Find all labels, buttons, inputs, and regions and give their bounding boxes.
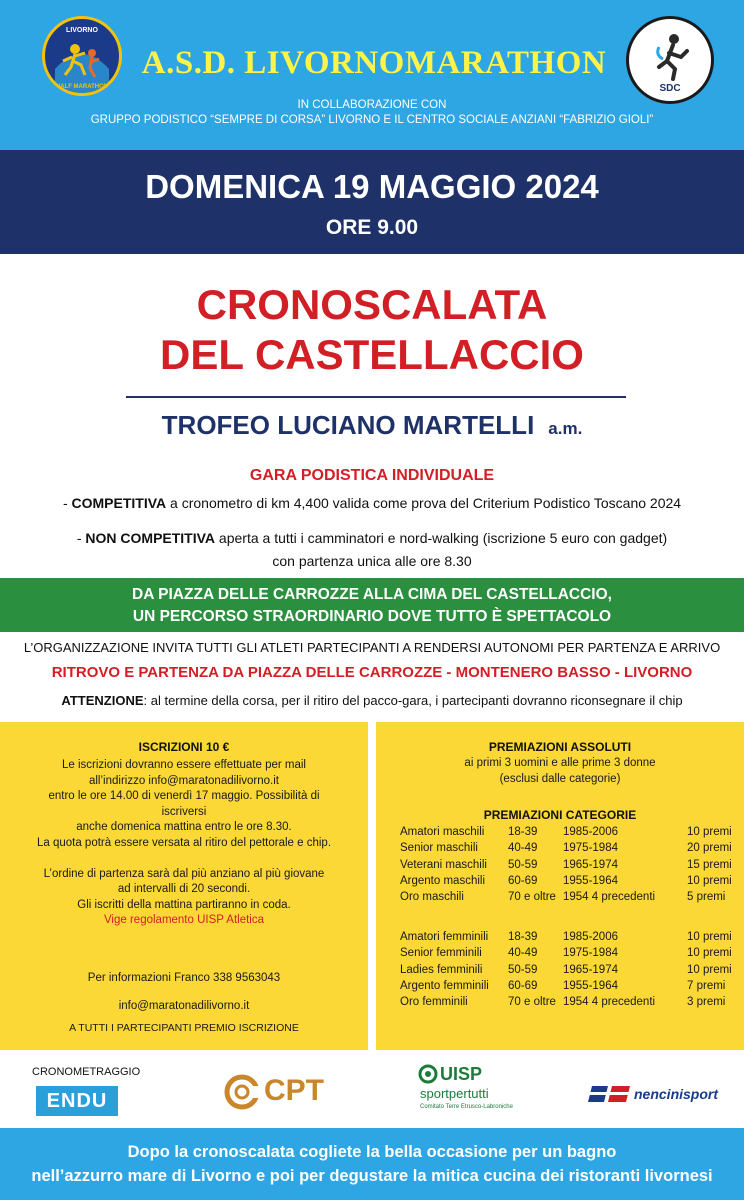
category-age: 40-49 [508,842,538,855]
category-name: Argento maschili [400,874,486,887]
attention-text: : al termine della corsa, per il ritiro del pacco-gara, i partecipanti dovranno riconsegnare il chip [143,693,683,708]
noncompetitive-description [0,530,744,546]
category-years: 1955-1964 [563,874,618,887]
category-name: Oro femminili [400,996,468,1009]
logo-left-top-text: LIVORNO [66,27,98,34]
footer-line-2: nell’azzurro mare di Livorno e poi per degustare la mitica cucina dei ristoranti livornesi [31,1167,713,1185]
category-age: 18-39 [508,931,538,943]
category-years: 1975-1984 [563,842,618,855]
category-years: 1954 4 precedenti [563,996,656,1009]
cpt-emblem-icon [222,1072,262,1112]
category-years: 1985-2006 [563,931,618,943]
table-row [400,875,730,891]
trophy-title [0,410,744,441]
uisp-emblem-icon [418,1064,438,1084]
category-age: 60-69 [508,874,538,887]
logo-left-bottom-text: HALF MARATHON [55,84,109,90]
route-line-1: DA PIAZZA DELLE CARROZZE ALLA CIMA DEL CASTELLACCIO, [132,586,612,603]
category-age: 60-69 [508,979,538,992]
table-row [400,931,730,947]
male-categories-table [400,826,730,907]
race-type: GARA PODISTICA INDIVIDUALE [249,467,495,484]
category-prizes: 10 premi [687,931,732,943]
meeting-point: RITROVO E PARTENZA DA PIAZZA DELLE CARROZZE - MONTENERO BASSO - LIVORNO [51,664,693,681]
table-row [400,996,730,1012]
table-row [400,842,730,858]
awards-panel [376,722,744,1050]
sponsors-strip [0,1050,744,1128]
timing-label: CRONOMETRAGGIO [32,1066,141,1078]
table-row [400,859,730,875]
category-name: Ladies femminili [400,963,483,976]
cpt-logo-text: CPT [264,1074,324,1107]
event-title [0,280,744,380]
collaboration-line-1: IN COLLABORAZIONE CON [297,99,447,111]
nencinisport-text: nencinisport [634,1086,719,1102]
female-categories-table [400,931,730,1012]
uisp-logo [418,1064,528,1120]
category-prizes: 20 premi [687,842,732,855]
cpt-logo [222,1072,324,1112]
registration-spacer [34,851,334,867]
regulation-note: Vige regolamento UISP Atletica [103,914,265,926]
category-name: Senior femminili [400,947,482,960]
category-age: 70 e oltre [508,891,556,904]
registration-line: entro le ore 14.00 di venerdì 17 maggio. Possibilità di iscriversi [48,790,320,818]
contact-info: Per informazioni Franco 338 9563043 [87,972,281,984]
table-row [400,826,730,842]
attention-label: ATTENZIONE [61,693,144,708]
uisp-subtitle: sportpertutti [420,1086,489,1101]
registration-line: Gli iscritti della mattina partiranno in coda. [77,898,291,911]
category-prizes: 5 premi [687,891,726,904]
uisp-name: UISP [440,1064,483,1084]
sdc-logo [626,16,714,104]
category-prizes: 10 premi [687,874,732,887]
category-prizes: 10 premi [687,826,732,838]
category-age: 18-39 [508,826,538,838]
event-title-line-2: DEL CASTELLACCIO [160,331,584,378]
registration-line: La quota potrà essere versata al ritiro del pettorale e chip. [36,836,332,849]
trophy-suffix: a.m. [548,419,583,438]
category-age: 50-59 [508,963,538,976]
category-years: 1985-2006 [563,826,618,838]
collaboration-text [0,98,744,128]
contact-email[interactable]: info@maratonadilivorno.it [118,1000,250,1012]
competitive-prefix: - [62,495,72,511]
footer-line-1: Dopo la cronoscalata cogliete la bella occasione per un bagno [127,1143,617,1161]
organizer-title: A.S.D. LIVORNOMARATHON [141,45,607,81]
noncompetitive-prefix: - [76,530,86,546]
category-age: 40-49 [508,947,538,960]
endu-logo: ENDU [36,1086,118,1116]
absolute-awards-line-1: ai primi 3 uomini e alle prime 3 donne [464,757,656,769]
event-time: ORE 9.00 [325,216,419,239]
table-row [400,964,730,980]
table-row [400,947,730,963]
category-prizes: 15 premi [687,858,732,871]
event-title-line-1: CRONOSCALATA [196,281,548,328]
registration-line: all’indirizzo info@maratonadilivorno.it [88,774,279,787]
category-name: Veterani maschili [400,858,487,871]
category-age: 70 e oltre [508,996,556,1009]
footer-text [0,1140,744,1188]
competitive-label: COMPETITIVA [71,495,167,511]
category-years: 1965-1974 [563,963,618,976]
absolute-awards-line-2: (esclusi dalle categorie) [499,773,621,785]
table-row [400,980,730,996]
category-name: Oro maschili [400,891,464,904]
registration-line: L’ordine di partenza sarà dal più anziano al più giovane [43,867,325,880]
absolute-awards-title: PREMIAZIONI ASSOLUTI [488,740,632,754]
category-prizes: 3 premi [687,996,726,1009]
title-divider [126,396,626,398]
category-years: 1975-1984 [563,947,618,960]
collaboration-line-2: GRUPPO PODISTICO “SEMPRE DI CORSA” LIVORNO E IL CENTRO SOCIALE ANZIANI “FABRIZIO GIOLI” [90,114,654,126]
noncompetitive-start-time: con partenza unica alle ore 8.30 [272,553,472,569]
category-name: Senior maschili [400,842,478,855]
livorno-half-marathon-logo [42,16,122,96]
table-row [400,891,730,907]
registration-line: anche domenica mattina entro le ore 8.30. [76,821,292,833]
registration-line: ad intervalli di 20 secondi. [117,883,251,895]
competitive-description [0,495,744,511]
category-prizes: 10 premi [687,947,732,960]
category-name: Amatori maschili [400,826,485,838]
route-line-2: UN PERCORSO STRAORDINARIO DOVE TUTTO È SPETTACOLO [132,608,612,625]
noncompetitive-label: NON COMPETITIVA [85,530,216,546]
registration-line: Le iscrizioni dovranno essere effettuate per mail [62,759,306,771]
category-years: 1954 4 precedenti [563,891,656,904]
participant-prize-note: A TUTTI I PARTECIPANTI PREMIO ISCRIZIONE [69,1022,299,1034]
category-years: 1965-1974 [563,858,618,871]
category-prizes: 7 premi [687,979,726,992]
uisp-committee: Comitato Terre Etrusco-Labroniche [420,1104,513,1110]
attention-note [0,693,744,708]
registration-title: ISCRIZIONI 10 € [138,740,230,754]
sdc-logo-text: SDC [659,83,681,94]
event-date: DOMENICA 19 MAGGIO 2024 [145,168,599,205]
organization-invite: L’ORGANIZZAZIONE INVITA TUTTI GLI ATLETI PARTECIPANTI A RENDERSI AUTONOMI PER PARTENZA E ARRIVO [23,640,721,655]
route-text [0,584,744,628]
registration-panel [0,722,368,1050]
category-name: Amatori femminili [400,931,489,943]
category-years: 1955-1964 [563,979,618,992]
competitive-text: a cronometro di km 4,400 valida come prova del Criterium Podistico Toscano 2024 [166,495,682,511]
noncompetitive-text: aperta a tutti i camminatori e nord-walking (iscrizione 5 euro con gadget) [215,530,668,546]
category-name: Argento femminili [400,979,489,992]
trophy-name: TROFEO LUCIANO MARTELLI [161,410,535,440]
category-prizes: 10 premi [687,963,732,976]
category-awards-title: PREMIAZIONI CATEGORIE [483,808,637,822]
category-age: 50-59 [508,858,538,871]
nencini-emblem-icon [588,1084,632,1104]
registration-body [34,758,334,929]
